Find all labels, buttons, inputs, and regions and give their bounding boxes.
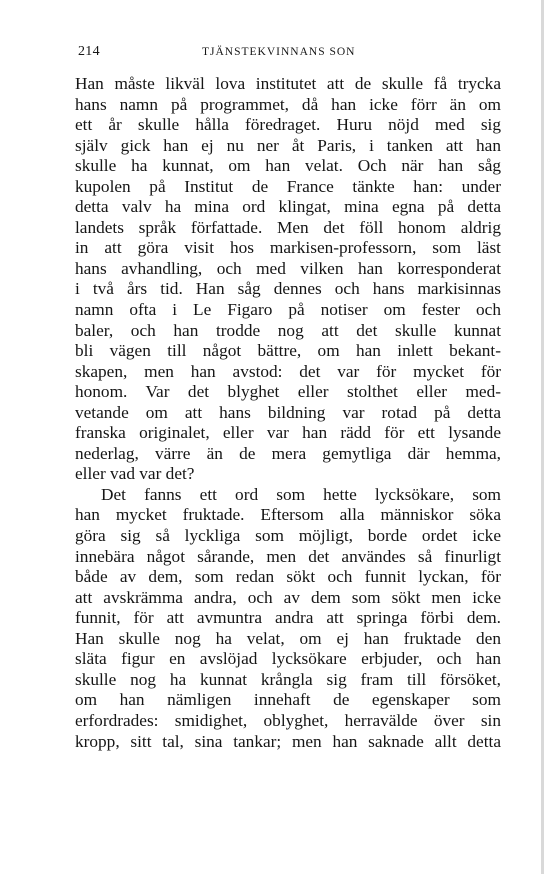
text-line: ett år skulle hålla föredraget. Huru nöjd med sig [75, 115, 501, 135]
text-line: nederlag, värre än de mera gemytliga där hemma, [75, 443, 501, 463]
text-line: han mycket fruktade. Eftersom alla människor söka [75, 505, 501, 525]
text-line: vetande om att hans bildning var rotad på detta [75, 402, 501, 422]
text-line: in att göra visit hos markisen-professorn, som läst [75, 238, 501, 258]
text-line: eller vad var det? [75, 464, 195, 484]
text-line: bli vägen till något bättre, om han inlett bekant- [75, 341, 501, 361]
text-line: detta valv ha mina ord klingat, mina egna på detta [75, 197, 501, 217]
text-line: honom. Var det blyghet eller stolthet eller med- [75, 382, 501, 402]
text-line: namn ofta i Le Figaro på notiser om fester och [75, 300, 501, 320]
running-title: TJÄNSTEKVINNANS SON [202, 46, 356, 58]
text-line: innebära något sårande, men det användes så finurligt [75, 546, 501, 566]
text-line: landets språk författade. Men det föll honom aldrig [75, 217, 501, 237]
text-line: göra sig så lyckliga som möjligt, borde ordet icke [75, 526, 501, 546]
text-line: skapen, men han avstod: det var för mycket för [75, 361, 501, 381]
text-line: släta figur en avslöjad lycksökare erbjuder, och han [75, 649, 501, 669]
text-line: skulle nog ha kunnat krångla sig fram till försöket, [75, 669, 501, 689]
text-line: skulle ha kunnat, om han velat. Och när han såg [75, 156, 501, 176]
text-line: både av dem, som redan sökt och funnit lyckan, för [75, 567, 501, 587]
text-line: funnit, för att avmuntra andra att springa förbi dem. [75, 608, 501, 628]
page-body [75, 74, 501, 752]
text-line: kropp, sitt tal, sina tankar; men han saknade allt detta [75, 731, 501, 751]
text-line: Han måste likväl lova institutet att de skulle få trycka [75, 74, 501, 93]
text-line: franska originalet, eller var han rädd för ett lysande [75, 423, 501, 443]
text-line: om han nämligen innehaft de egenskaper som [75, 690, 501, 710]
text-line: baler, och han trodde nog att det skulle kunnat [75, 320, 501, 340]
text-line: hans avhandling, och med vilken han korresponderat [75, 258, 501, 278]
page-number: 214 [78, 44, 100, 59]
text-line: att avskrämma andra, och av dem som sökt men icke [75, 587, 501, 607]
text-line: i två års tid. Han såg dennes och hans markisinnas [75, 279, 501, 299]
text-line: Han skulle nog ha velat, om ej han fruktade den [75, 628, 501, 648]
text-line: hans namn på programmet, då han icke förr än om [75, 94, 501, 114]
text-line: Det fanns ett ord som hette lycksökare, som [101, 484, 501, 504]
page-header [78, 44, 496, 64]
text-line: själv gick han ej nu ner åt Paris, i tanken att han [75, 135, 501, 155]
text-line: erfordrades: smidighet, oblyghet, herravälde över sin [75, 710, 501, 730]
text-line: kupolen på Institut de France tänkte han: under [75, 176, 501, 196]
